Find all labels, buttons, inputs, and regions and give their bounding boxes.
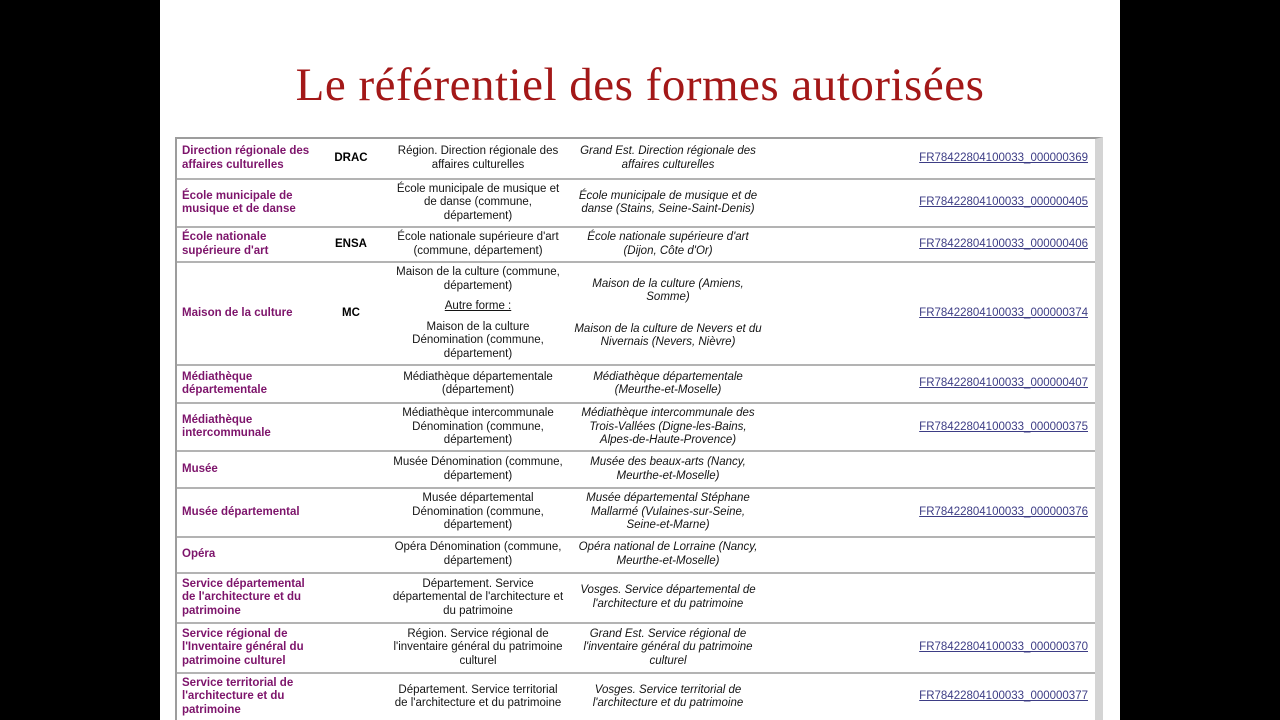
table-row <box>177 450 1095 487</box>
slide <box>160 0 1120 720</box>
record-link-cell <box>767 467 1095 473</box>
authorized-form: Région. Direction régionale des affaires culturelles <box>397 145 559 171</box>
org-name: Musée <box>182 463 218 476</box>
org-abbreviation <box>315 595 387 601</box>
table-row <box>177 226 1095 261</box>
authorized-form: Musée départemental Dénomination (commune, département) <box>412 492 544 532</box>
record-link[interactable]: FR78422804100033_000000374 <box>919 306 1088 319</box>
org-abbreviation: DRAC <box>334 151 368 164</box>
authorized-form-alternate: Maison de la culture Dénomination (commune, département) <box>412 320 544 360</box>
authorized-form <box>387 263 569 364</box>
record-link-cell <box>767 374 1095 393</box>
table-row <box>177 672 1095 720</box>
authorized-form: Région. Service régional de l'inventaire général du patrimoine culturel <box>393 627 563 667</box>
form-example: Médiathèque intercommunale des Trois-Vallées (Digne-les-Bains, Alpes-de-Haute-Provence) <box>581 407 755 446</box>
org-abbreviation <box>315 552 387 558</box>
record-link[interactable]: FR78422804100033_000000375 <box>919 420 1088 433</box>
org-name: Maison de la culture <box>182 306 293 319</box>
record-link[interactable]: FR78422804100033_000000407 <box>919 377 1088 390</box>
org-abbreviation <box>315 467 387 473</box>
org-name: Service territorial de l'architecture et du patrimoine <box>182 676 294 716</box>
org-name: Service régional de l'Inventaire général du patrimoine culturel <box>182 627 304 667</box>
record-link-cell <box>767 418 1095 437</box>
authorized-form-primary: Maison de la culture (commune, département) <box>396 266 560 292</box>
record-link-cell <box>767 193 1095 212</box>
record-link-cell <box>767 687 1095 706</box>
org-abbreviation <box>315 200 387 206</box>
record-link[interactable]: FR78422804100033_000000405 <box>919 196 1088 209</box>
authorized-form: Médiathèque intercommunale Dénomination (commune, département) <box>402 407 554 446</box>
record-link[interactable]: FR78422804100033_000000406 <box>919 238 1088 251</box>
record-link-cell <box>767 503 1095 522</box>
form-example: Grand Est. Direction régionale des affaires culturelles <box>580 145 756 171</box>
example-alternate: Maison de la culture de Nevers et du Nivernais (Nevers, Nièvre) <box>574 322 762 349</box>
org-abbreviation: ENSA <box>335 238 367 251</box>
org-abbreviation: MC <box>342 306 360 319</box>
authorized-form: École nationale supérieure d'art (commune, département) <box>397 231 559 257</box>
page-title: Le référentiel des formes autorisées <box>295 59 985 111</box>
record-link-cell <box>767 149 1095 168</box>
org-name: Médiathèque départementale <box>182 370 268 397</box>
record-link[interactable]: FR78422804100033_000000377 <box>919 690 1088 703</box>
form-example: Médiathèque départementale (Meurthe-et-Moselle) <box>593 370 743 397</box>
other-form-label: Autre forme : <box>444 300 512 313</box>
form-example: Vosges. Service départemental de l'architecture et du patrimoine <box>580 584 756 610</box>
record-link-cell <box>767 552 1095 558</box>
authorized-form: Médiathèque départementale (département) <box>403 370 553 397</box>
org-name: Opéra <box>182 548 216 561</box>
authorized-form: École municipale de musique et de danse (commune, département) <box>396 183 560 222</box>
form-example: École nationale supérieure d'art (Dijon, Côte d'Or) <box>587 231 749 257</box>
authorized-form: Département. Service territorial de l'architecture et du patrimoine <box>394 683 562 709</box>
form-example <box>569 275 767 353</box>
authorized-form: Opéra Dénomination (commune, département) <box>394 541 562 567</box>
org-name: Direction régionale des affaires culturelles <box>182 145 310 171</box>
record-link[interactable]: FR78422804100033_000000369 <box>919 151 1088 164</box>
org-abbreviation <box>315 424 387 430</box>
org-abbreviation <box>315 694 387 700</box>
table-row <box>177 178 1095 226</box>
table-row <box>177 572 1095 622</box>
table-row <box>177 402 1095 450</box>
table-row <box>177 622 1095 672</box>
record-link-cell <box>767 638 1095 657</box>
form-example: Musée départemental Stéphane Mallarmé (Vulaines-sur-Seine, Seine-et-Marne) <box>586 492 750 532</box>
table-row <box>177 139 1095 178</box>
form-example: Vosges. Service territorial de l'architecture et du patrimoine <box>592 683 744 709</box>
form-example: Musée des beaux-arts (Nancy, Meurthe-et-Moselle) <box>590 456 746 482</box>
org-name: Médiathèque intercommunale <box>182 413 271 440</box>
org-abbreviation <box>315 645 387 651</box>
org-abbreviation <box>315 510 387 516</box>
record-link[interactable]: FR78422804100033_000000370 <box>919 641 1088 654</box>
authorized-form: Département. Service départemental de l'architecture et du patrimoine <box>392 577 564 617</box>
org-abbreviation <box>315 381 387 387</box>
record-link-cell <box>767 595 1095 601</box>
table-row <box>177 487 1095 535</box>
record-link-cell <box>767 304 1095 323</box>
org-name: École nationale supérieure d'art <box>182 231 269 257</box>
table-row <box>177 261 1095 364</box>
form-example: École municipale de musique et de danse (Stains, Seine-Saint-Denis) <box>578 189 758 216</box>
authorized-form: Musée Dénomination (commune, département) <box>393 456 563 482</box>
authorized-forms-table <box>175 137 1103 720</box>
table-row <box>177 536 1095 572</box>
form-example: Opéra national de Lorraine (Nancy, Meurthe-et-Moselle) <box>578 541 758 567</box>
org-name: Service départemental de l'architecture et du patrimoine <box>182 577 305 617</box>
org-name: École municipale de musique et de danse <box>182 189 296 216</box>
example-primary: Maison de la culture (Amiens, Somme) <box>592 277 744 304</box>
form-example: Grand Est. Service régional de l'inventaire général du patrimoine culturel <box>583 627 753 667</box>
table-row <box>177 364 1095 402</box>
org-name: Musée départemental <box>182 505 300 518</box>
record-link[interactable]: FR78422804100033_000000376 <box>919 505 1088 518</box>
record-link-cell <box>767 235 1095 254</box>
